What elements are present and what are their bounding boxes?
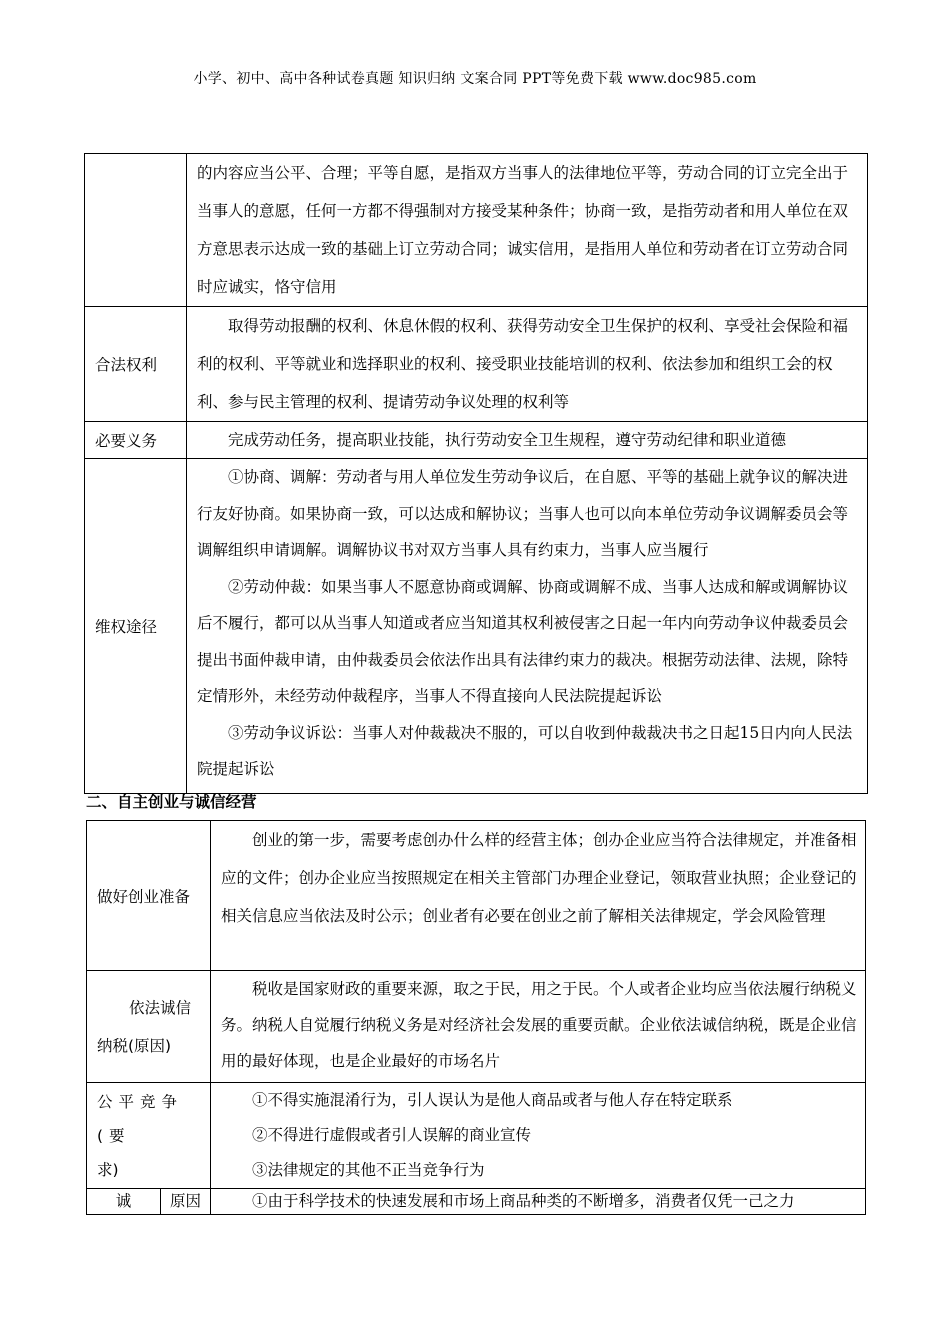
remedy-paragraph-1: ①协商、调解：劳动者与用人单位发生劳动争议后，在自愿、平等的基础上就争议的解决进行友好协商。如果协商一致，可以达成和解协议；当事人也可以向本单位劳动争议调解委员会等调解组织申请调解。调解协议书对双方当事人具有约束力，当事人应当履行 [197, 468, 849, 559]
contract-principles-paragraph: 的内容应当公平、合理；平等自愿，是指双方当事人的法律地位平等，劳动合同的订立完全出于当事人的意愿，任何一方都不得强制对方接受某种条件；协商一致，是指劳动者和用人单位在双方意思表示达成一致的基础上订立劳动合同；诚实信用，是指用人单位和劳动者在订立劳动合同时应诚实，恪守信用 [197, 164, 849, 296]
prep-label: 做好创业准备 [87, 821, 211, 971]
table-row [87, 1189, 866, 1215]
rights-label: 合法权利 [85, 307, 187, 422]
remedy-paragraph-3: ③劳动争议诉讼：当事人对仲裁裁决不服的，可以自收到仲裁裁决书之日起15日内向人民法院提起诉讼 [197, 723, 853, 778]
remedy-paragraph-2: ②劳动仲裁：如果当事人不愿意协商或调解、协商或调解不成、当事人达成和解或调解协议后不履行，都可以从当事人知道或者应当知道其权利被侵害之日起一年内向劳动争议仲裁委员会提出书面仲裁申请，由仲裁委员会依法作出具有法律约束力的裁决。根据劳动法律、法规，除特定情形外，未经劳动仲裁程序，当事人不得直接向人民法院提起诉讼 [197, 577, 849, 705]
duties-label: 必要义务 [85, 422, 187, 459]
rights-paragraph: 取得劳动报酬的权利、休息休假的权利、获得劳动安全卫生保护的权利、享受社会保险和福利的权利、平等就业和选择职业的权利、接受职业技能培训的权利、依法参加和组织工会的权利、参与民主管理的权利、提请劳动争议处理的权利等 [197, 317, 849, 411]
honesty-text [211, 1189, 866, 1215]
duties-paragraph: 完成劳动任务，提高职业技能，执行劳动安全卫生规程，遵守劳动纪律和职业道德 [228, 431, 787, 449]
honesty-label: 诚 [87, 1189, 161, 1215]
prep-text [211, 821, 866, 971]
tax-label [87, 971, 211, 1083]
remedy-label: 维权途径 [85, 459, 187, 794]
table-row [87, 971, 866, 1083]
table-row [87, 1083, 866, 1189]
tax-label-line-2: 纳税(原因) [97, 1036, 172, 1055]
compete-label [87, 1083, 211, 1189]
tax-label-line-1: 依法诚信 [129, 998, 192, 1017]
prep-paragraph: 创业的第一步，需要考虑创办什么样的经营主体；创办企业应当符合法律规定，并准备相应的文件；创办企业应当按照规定在相关主管部门办理企业登记，领取营业执照；企业登记的相关信息应当依法及时公示；创业者有必要在创业之前了解相关法律规定，学会风险管理 [221, 831, 857, 925]
compete-label-line-1: 公平竞争(要 [97, 1092, 184, 1145]
duties-text [187, 422, 868, 459]
row-label-empty [85, 154, 187, 307]
table-row [85, 154, 868, 307]
section-title: 二、自主创业与诚信经营 [86, 793, 257, 811]
compete-item-3: ③法律规定的其他不正当竞争行为 [252, 1161, 485, 1179]
table-row [85, 307, 868, 422]
tax-text [211, 971, 866, 1083]
honesty-paragraph: ①由于科学技术的快速发展和市场上商品种类的不断增多，消费者仅凭一己之力 [252, 1192, 795, 1210]
reason-label: 原因 [161, 1189, 211, 1215]
compete-text [211, 1083, 866, 1189]
entrepreneurship-table [86, 820, 866, 1215]
table-row [87, 821, 866, 971]
labor-rights-table [84, 153, 868, 794]
compete-item-1: ①不得实施混淆行为，引人误认为是他人商品或者与他人存在特定联系 [252, 1091, 733, 1109]
rights-text [187, 307, 868, 422]
compete-label-line-2: 求) [97, 1160, 119, 1179]
contract-principles-text [187, 154, 868, 307]
table-row [85, 459, 868, 794]
page-header: 小学、初中、高中各种试卷真题 知识归纳 文案合同 PPT等免费下载 www.doc985.com [193, 71, 757, 87]
tax-paragraph: 税收是国家财政的重要来源，取之于民，用之于民。个人或者企业均应当依法履行纳税义务。纳税人自觉履行纳税义务是对经济社会发展的重要贡献。企业依法诚信纳税，既是企业信用的最好体现，也是企业最好的市场名片 [221, 980, 857, 1070]
compete-item-2: ②不得进行虚假或者引人误解的商业宣传 [252, 1126, 532, 1144]
remedy-text [187, 459, 868, 794]
table-row [85, 422, 868, 459]
